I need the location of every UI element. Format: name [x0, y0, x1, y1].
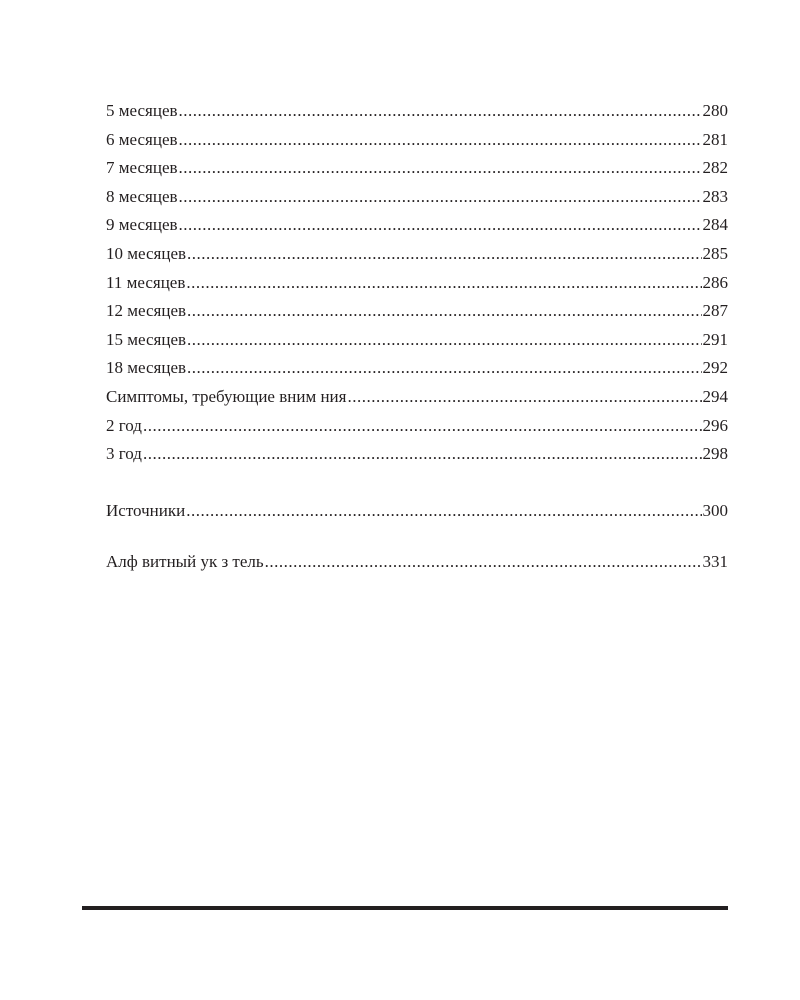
toc-entry-page: 331 — [702, 552, 728, 572]
toc-dot-leader — [179, 211, 702, 240]
toc-entry-label: 10 месяцев — [106, 243, 187, 263]
toc-entry-15-months[interactable] — [106, 326, 728, 355]
toc-entry-page: 281 — [702, 129, 728, 149]
toc-entry-label: 2 год — [106, 415, 142, 435]
toc-entry-label: 8 месяцев — [106, 186, 178, 206]
toc-entry-label: 18 месяцев — [106, 358, 187, 378]
toc-entry-5-months[interactable] — [106, 97, 728, 126]
toc-dot-leader — [265, 548, 702, 577]
toc-entry-page: 286 — [702, 272, 728, 292]
toc-entry-label: 6 месяцев — [106, 129, 178, 149]
toc-dot-leader — [143, 440, 702, 469]
toc-dot-leader — [179, 126, 702, 155]
toc-entry-page: 294 — [702, 386, 728, 406]
toc-entry-page: 280 — [702, 101, 728, 120]
toc-dot-leader — [187, 354, 701, 383]
toc-entry-label: Симптомы, требующие вним ния — [106, 386, 347, 406]
toc-entry-18-months[interactable] — [106, 354, 728, 383]
toc-entry-page: 284 — [702, 215, 728, 235]
toc-entry-3-year[interactable] — [106, 440, 728, 469]
toc-entry-label: 11 месяцев — [106, 272, 186, 292]
toc-dot-leader — [179, 97, 702, 126]
toc-entry-7-months[interactable] — [106, 154, 728, 183]
toc-entry-8-months[interactable] — [106, 183, 728, 212]
toc-entry-10-months[interactable] — [106, 240, 728, 269]
toc-entry-label: 5 месяцев — [106, 101, 178, 120]
toc-dot-leader — [143, 412, 702, 441]
toc-entry-page: 298 — [702, 444, 728, 464]
toc-dot-leader — [186, 269, 701, 298]
toc-entry-label: Алф витный ук з тель — [106, 552, 264, 572]
toc-dot-leader — [187, 297, 701, 326]
toc-entry-11-months[interactable] — [106, 269, 728, 298]
toc-entry-label: 15 месяцев — [106, 329, 187, 349]
toc-entry-6-months[interactable] — [106, 126, 728, 155]
toc-entry-label: 12 месяцев — [106, 301, 187, 321]
toc-dot-leader — [179, 183, 702, 212]
toc-entry-page: 291 — [702, 329, 728, 349]
toc-entry-label: 7 месяцев — [106, 158, 178, 178]
toc-entry-page: 282 — [702, 158, 728, 178]
toc-entry-page: 300 — [702, 500, 728, 520]
toc-dot-leader — [187, 240, 701, 269]
table-of-contents — [106, 97, 728, 577]
toc-entry-page: 283 — [702, 186, 728, 206]
toc-entry-sources[interactable] — [106, 497, 728, 526]
toc-entry-page: 292 — [702, 358, 728, 378]
footer-rule — [82, 906, 728, 910]
toc-entry-label: Источники — [106, 500, 186, 520]
toc-entry-label: 9 месяцев — [106, 215, 178, 235]
toc-entry-page: 285 — [702, 243, 728, 263]
toc-entry-alphabetical-index[interactable] — [106, 548, 728, 577]
toc-dot-leader — [347, 383, 701, 412]
toc-dot-leader — [186, 497, 701, 526]
toc-entry-label: 3 год — [106, 444, 142, 464]
toc-entry-12-months[interactable] — [106, 297, 728, 326]
toc-dot-leader — [179, 154, 702, 183]
toc-entry-9-months[interactable] — [106, 211, 728, 240]
toc-dot-leader — [187, 326, 701, 355]
toc-entry-page: 287 — [702, 301, 728, 321]
toc-entry-symptoms[interactable] — [106, 383, 728, 412]
toc-entry-2-year[interactable] — [106, 412, 728, 441]
toc-entry-page: 296 — [702, 415, 728, 435]
